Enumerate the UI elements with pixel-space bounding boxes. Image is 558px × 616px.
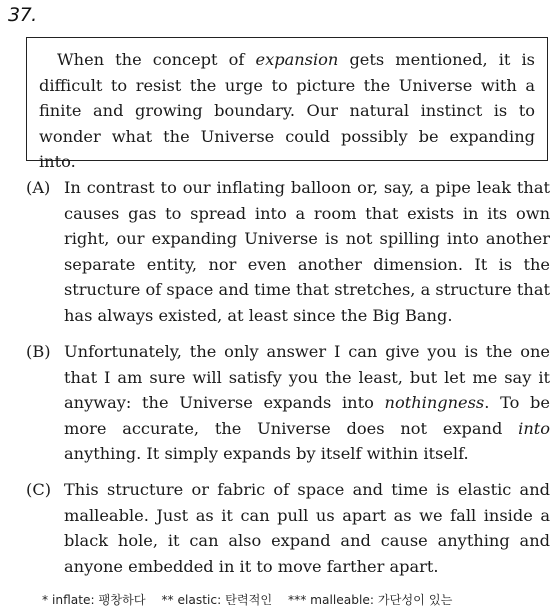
paragraph-c-label: (C) <box>26 480 52 499</box>
footnote-inflate: * inflate: 팽창하다 <box>42 593 146 607</box>
paragraph-b-text <box>64 339 550 467</box>
intro-text-before: When the concept of <box>57 50 256 69</box>
intro-emphasis: expansion <box>255 50 339 69</box>
paragraph-c-text: This structure or fabric of space and time is elastic and malleable. Just as it can pull us apart as we fall inside a black hole, it can also expand and cause anything and anyone embedded in it to move farther apart. <box>64 480 550 576</box>
footnote-malleable: *** malleable: 가단성이 있는 <box>288 593 453 607</box>
paragraph-b-emphasis-into: into <box>518 418 550 438</box>
paragraph-c <box>26 477 550 579</box>
intro-passage-box <box>26 37 548 171</box>
paragraph-a-label: (A) <box>26 178 51 197</box>
paragraph-b-label: (B) <box>26 342 51 361</box>
intro-text-after: gets mentioned, it is difficult to resist the urge to picture the Universe with a finite and growing boundary. Our natural instinct is to wonder what the Universe could possibly be expanding into. <box>39 50 535 171</box>
paragraph-b <box>26 339 550 467</box>
footnotes <box>42 591 452 608</box>
paragraph-b-part1: Unfortunately, the only answer I can give you is the one that I am sure will satisfy you the least, but let me say it anyway: the Universe expands into <box>64 342 550 412</box>
paragraph-b-part3: anything. It simply expands by itself within itself. <box>64 444 469 463</box>
paragraph-a <box>26 175 550 328</box>
paragraph-b-part2: . To be more accurate, the Universe does not expand <box>64 393 550 438</box>
paragraph-b-emphasis-nothingness: nothingness <box>384 393 485 412</box>
paragraph-a-text: In contrast to our inflating balloon or, say, a pipe leak that causes gas to spread into a room that exists in its own right, our expanding Universe is not spilling into another separate entity, nor even another dimension. It is the structure of space and time that stretches, a structure that has always existed, at least since the Big Bang. <box>64 178 550 325</box>
question-number: 37. <box>8 4 37 26</box>
footnote-elastic: ** elastic: 탄력적인 <box>161 593 273 607</box>
